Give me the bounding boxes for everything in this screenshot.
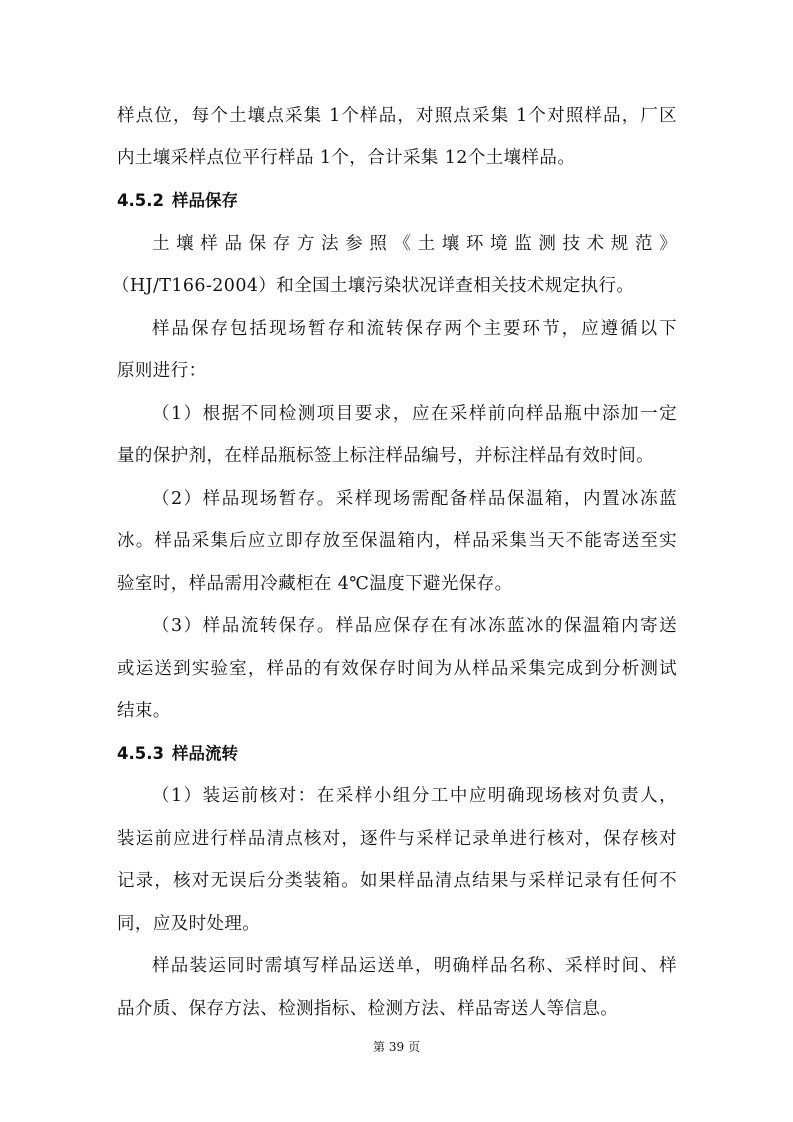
body-line: 土壤样品保存方法参照《土壤环境监测技术规范》 (152, 234, 677, 254)
section-number: 4.5.2 (117, 191, 164, 210)
body-line: 验室时，样品需用冷藏柜在 4℃温度下避光保存。 (117, 574, 513, 594)
section-title: 样品保存 (171, 191, 238, 210)
body-line: （3）样品流转保存。样品应保存在有冰冻蓝冰的保温箱内寄送 (152, 616, 677, 636)
body-line: 同，应及时处理。 (117, 914, 261, 934)
body-line: 样点位，每个土壤点采集 1个样品，对照点采集 1个对照样品，厂区 (117, 106, 677, 126)
body-line: 量的保护剂，在样品瓶标签上标注样品编号，并标注样品有效时间。 (117, 446, 654, 466)
body-line: 样品装运同时需填写样品运送单，明确样品名称、采样时间、样 (152, 956, 677, 976)
body-line: 结束。 (117, 701, 171, 721)
section-heading (117, 189, 238, 213)
section-title: 样品流转 (171, 744, 238, 763)
page-number: 第 39 页 (373, 1040, 420, 1054)
section-heading (117, 742, 238, 766)
section-number: 4.5.3 (117, 744, 164, 763)
body-line: （2）样品现场暂存。采样现场需配备样品保温箱，内置冰冻蓝 (152, 489, 677, 509)
body-line: （1）装运前核对：在采样小组分工中应明确现场核对负责人， (152, 786, 677, 806)
body-line: 品介质、保存方法、检测指标、检测方法、样品寄送人等信息。 (117, 999, 619, 1019)
body-line: （HJ/T166-2004）和全国土壤污染状况详查相关技术规定执行。 (112, 276, 635, 296)
body-line: 或运送到实验室，样品的有效保存时间为从样品采集完成到分析测试 (117, 659, 677, 679)
body-line: 原则进行： (117, 361, 207, 381)
body-line: 冰。样品采集后应立即存放至保温箱内，样品采集当天不能寄送至实 (117, 531, 677, 551)
body-line: （1）根据不同检测项目要求，应在采样前向样品瓶中添加一定 (152, 404, 677, 424)
body-line: 记录，核对无误后分类装箱。如果样品清点结果与采样记录有任何不 (117, 871, 677, 891)
body-line: 内土壤采样点位平行样品 1个，合计采集 12个土壤样品。 (117, 148, 576, 168)
body-line: 样品保存包括现场暂存和流转保存两个主要环节，应遵循以下 (152, 319, 677, 339)
body-line: 装运前应进行样品清点核对，逐件与采样记录单进行核对，保存核对 (117, 829, 677, 849)
